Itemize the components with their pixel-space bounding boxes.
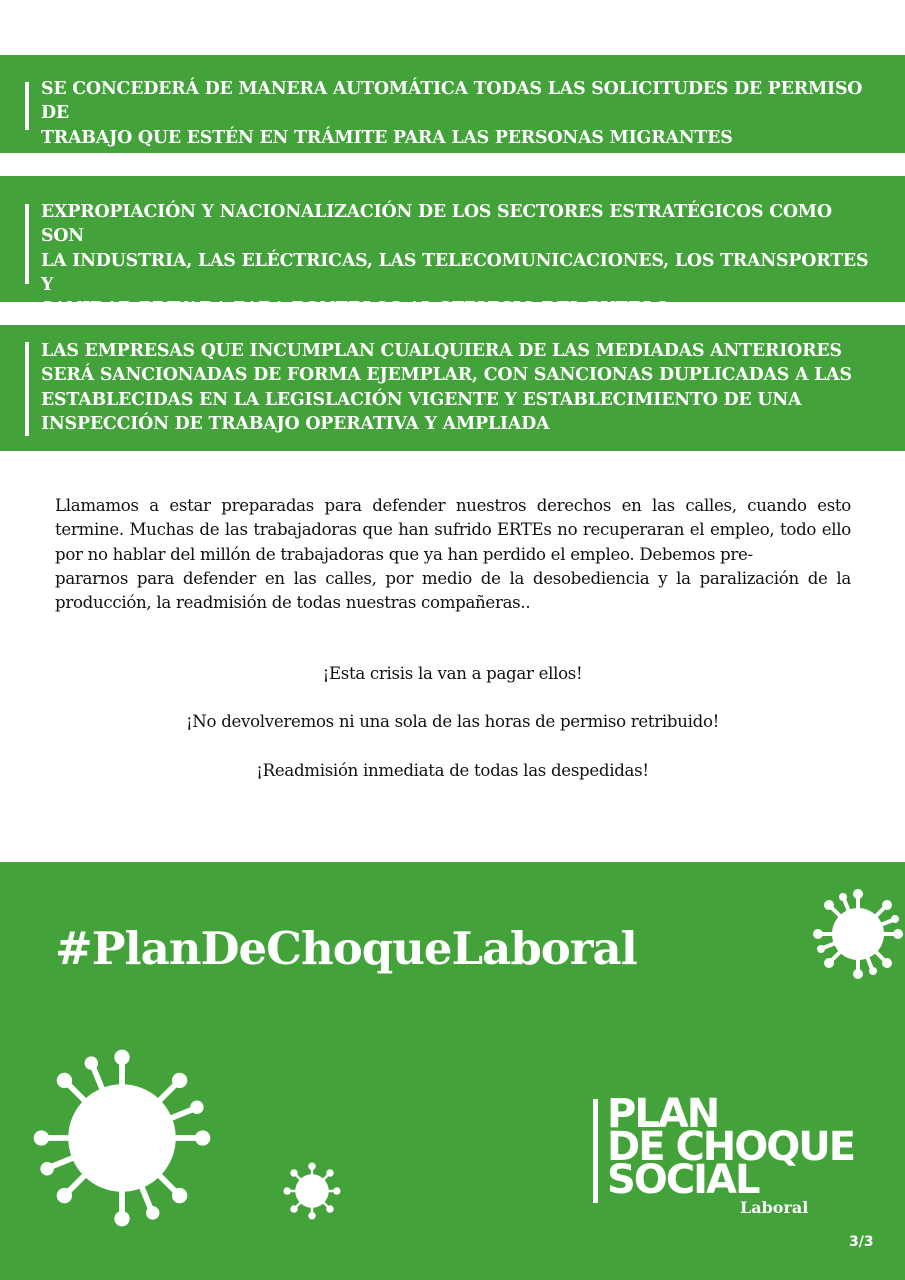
demand-banner-sanctions [0,325,905,451]
banner-text: EXPROPIACIÓN Y NACIONALIZACIÓN DE LOS SECTORES ESTRATÉGICOS COMO SON LA INDUSTRIA, LAS ELÉCTRICAS, LAS TELECOMUNICACIONES, LOS TRANSPORTES Y SANIDAD PRIVADA PARA PONERLOS AL SERVICIO DEL PUEBLO [41,202,869,320]
slogan: ¡No devolveremos ni una sola de las horas de permiso retribuido! [185,712,720,731]
page-number: 3/3 [849,1234,874,1250]
logo-line: DE CHOQUE [607,1124,855,1170]
slogan: ¡Esta crisis la van a pagar ellos! [322,664,583,683]
banner-text: SE CONCEDERÁ DE MANERA AUTOMÁTICA TODAS LAS SOLICITUDES DE PERMISO DE TRABAJO QUE ESTÉN EN TRÁMITE PARA LAS PERSONAS MIGRANTES [41,79,863,148]
demand-banner-migrants [0,55,905,153]
banner-text: LAS EMPRESAS QUE INCUMPLAN CUALQUIERA DE LAS MEDIADAS ANTERIORES SERÁ SANCIONADAS DE FORMA EJEMPLAR, CON SANCIONAS DUPLICADAS A LAS ESTABLECIDAS EN LA LEGISLACIÓN VIGENTE Y ESTABLECIMIENTO DE UNA INSPECCIÓN DE TRABAJO OPERATIVA Y AMPLIADA [41,341,852,434]
logo-line: PLAN [607,1091,719,1137]
body-paragraph: Llamamos a estar preparadas para defender nuestros derechos en las calles, cuando esto termine. Muchas de las trabajadoras que han sufrido ERTEs no recuperaran el empleo, todo ello por no hablar del millón de trabajadoras que ya han perdido el empleo. Debemos pre- pararnos para defender en las calles, por medio de la desobediencia y la paralización de la producción, la readmisión de todas nuestras compañeras.. [55,496,851,613]
banner-accent-bar [25,82,29,130]
banner-accent-bar [25,204,29,284]
virus-icon [281,1160,343,1222]
virus-icon [26,1042,218,1234]
logo-accent-bar [593,1099,598,1203]
slogan: ¡Readmisión inmediata de todas las despedidas! [256,761,649,780]
virus-icon [808,884,905,984]
footer-panel [0,862,905,1280]
demand-banner-nationalization [0,176,905,320]
banner-accent-bar [25,342,29,436]
logo-line: SOCIAL [607,1157,759,1203]
logo-subtitle: Laboral [740,1198,809,1217]
hashtag-title: #PlanDeChoqueLaboral [55,922,637,975]
